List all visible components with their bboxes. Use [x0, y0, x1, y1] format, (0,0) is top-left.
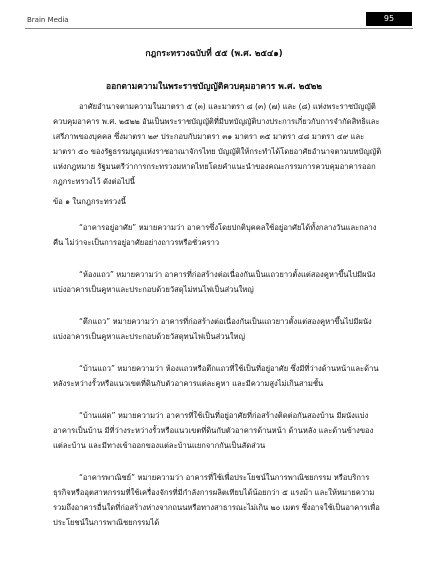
definition-row-house: “ห้องแถว” หมายความว่า อาคารที่ก่อสร้างต่อเนื่องกันเป็นแถวยาวตั้งแต่สองคูหาขึ้นไปมีผนังแบ่งอาคารเป็นคูหาและประกอบด้วยวัสดุไม่ทนไฟเป็นส่วนใหญ่ [53, 270, 376, 294]
clause-1-heading: ข้อ ๑ ในกฎกระทรวงนี้ [53, 197, 126, 206]
brand-label: Brain Media [27, 16, 69, 24]
intro-paragraph: อาศัยอำนาจตามความในมาตรา ๕ (๓) และมาตรา ๘ (๓) (๗) และ (๘) แห่งพระราชบัญญัติควบคุมอาคาร พ.ศ. ๒๕๒๒ อันเป็นพระราชบัญญัติที่มีบทบัญญัติบางประการเกี่ยวกับการจำกัดสิทธิและเสรีภาพของบุคคล ซึ่งมาตรา ๒๙ ประกอบกับมาตรา ๓๑ มาตรา ๓๕ มาตรา ๔๘ มาตรา ๔๙ และมาตรา ๕๐ ของรัฐธรรมนูญแห่งราชอาณาจักรไทย บัญญัติให้กระทำได้โดยอาศัยอำนาจตามบทบัญญัติแห่งกฎหมาย รัฐมนตรีว่าการกระทรวงมหาดไทยโดยคำแนะนำของคณะกรรมการควบคุมอาคารออกกฎกระทรวงไว้ ดังต่อไปนี้ [53, 102, 382, 186]
definition-shophouse: “ตึกแถว” หมายความว่า อาคารที่ก่อสร้างต่อเนื่องกันเป็นแถวยาวตั้งแต่สองคูหาขึ้นไปมีผนังแบ่งอาคารเป็นคูหาและประกอบด้วยวัสดุทนไฟเป็นส่วนใหญ่ [53, 317, 372, 341]
document-subtitle: ออกตามความในพระราชบัญญัติควบคุมอาคาร พ.ศ. ๒๕๒๒ [106, 82, 322, 92]
definition-residential-building: “อาคารอยู่อาศัย” หมายความว่า อาคารซึ่งโดยปกติบุคคลใช้อยู่อาศัยได้ทั้งกลางวันและกลางคืน ไม่ว่าจะเป็นการอยู่อาศัยอย่างถาวรหรือชั่วคราว [53, 223, 377, 247]
header-divider [25, 28, 413, 29]
definition-townhouse: “บ้านแถว” หมายความว่า ห้องแถวหรือตึกแถวที่ใช้เป็นที่อยู่อาศัย ซึ่งมีที่ว่างด้านหน้าและด้านหลังระหว่างรั้วหรือแนวเขตที่ดินกับตัวอาคารแต่ละคูหา และมีความสูงไม่เกินสามชั้น [53, 364, 379, 388]
page-number-badge: 95 [366, 12, 412, 26]
document-title: กฎกระทรวงฉบับที่ ๕๕ (พ.ศ. ๒๕๔๑) [145, 49, 283, 59]
definition-twin-house: “บ้านแฝด” หมายความว่า อาคารที่ใช้เป็นที่อยู่อาศัยที่ก่อสร้างติดต่อกันสองบ้าน มีผนังแบ่งอาคารเป็นบ้าน มีที่ว่างระหว่างรั้วหรือแนวเขตที่ดินกับตัวอาคารด้านหน้า ด้านหลัง และด้านข้างของแต่ละบ้าน และมีทางเข้าออกของแต่ละบ้านแยกจากกันเป็นสัดส่วน [53, 411, 374, 450]
definition-commercial-building: “อาคารพาณิชย์” หมายความว่า อาคารที่ใช้เพื่อประโยชน์ในการพาณิชยกรรม หรือบริการธุรกิจหรืออุตสาหกรรมที่ใช้เครื่องจักรที่มีกำลังการผลิตเทียบได้น้อยกว่า ๕ แรงม้า และให้หมายความรวมถึงอาคารอื่นใดที่ก่อสร้างห่างจากถนนหรือทางสาธารณะไม่เกิน ๒๐ เมตร ซึ่งอาจใช้เป็นอาคารเพื่อประโยชน์ในการพาณิชยกรรมได้ [53, 473, 380, 527]
